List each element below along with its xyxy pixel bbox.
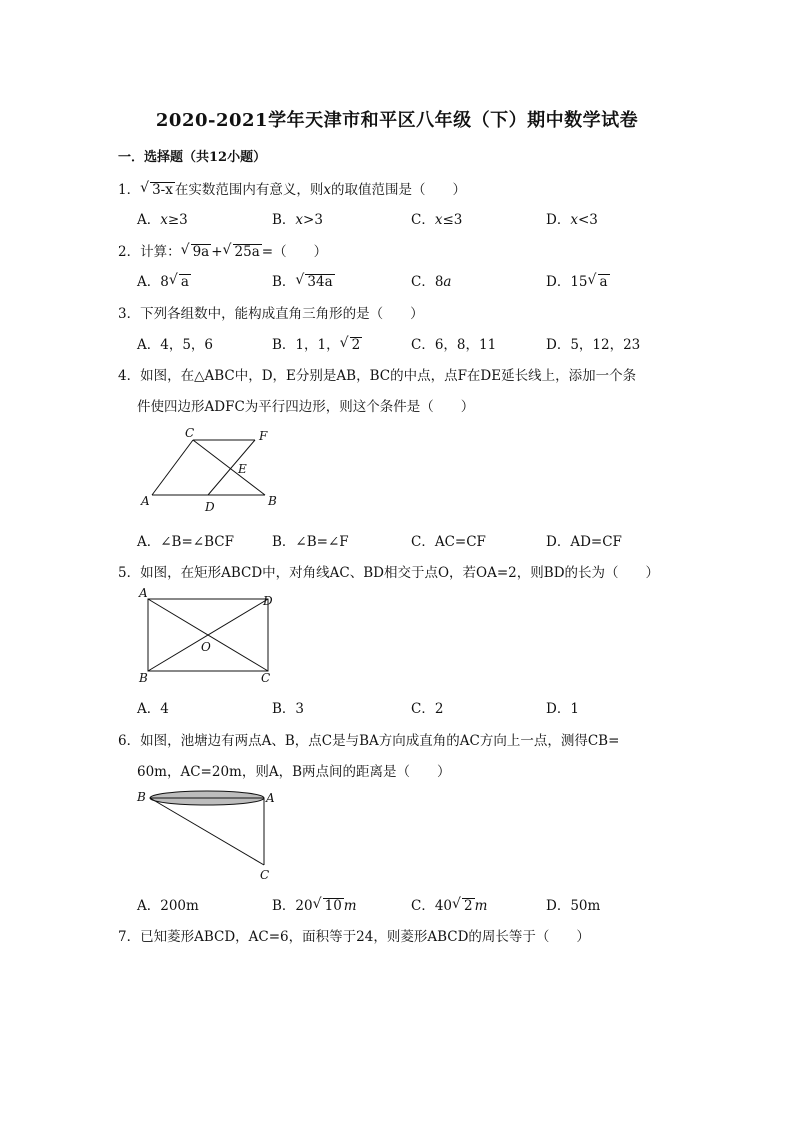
label-c: C [260,868,270,882]
label-e: E [238,462,247,476]
q4-option-c: C．AC=CF [411,534,486,550]
q1-option-a: A．x≥3 [137,212,188,228]
question-1: 1．√ 3-x 在实数范围内有意义，则x的取值范围是（ ） [118,178,466,198]
q2-option-d: D．15√ a [546,270,610,290]
q5-option-b: B．3 [272,701,305,717]
q6-option-b: B．20√ 10 m [272,894,357,914]
question-4-line-1: 4．如图，在△ABC中，D，E分别是AB，BC的中点，点F在DE延长线上，添加一个条 [118,368,637,384]
label-o: O [201,640,211,654]
label-b: B [139,671,148,685]
q2-option-a: A．8√ a [137,270,191,290]
q4-option-d: D．AD=CF [546,534,622,550]
question-5: 5．如图，在矩形ABCD中，对角线AC、BD相交于点O，若OA=2，则BD的长为（ ） [118,565,660,581]
q4-option-b: B．∠B=∠F [272,534,349,550]
q2-option-b: B．√ 34a [272,270,335,290]
label-b: B [137,790,146,804]
q1-option-d: D．x<3 [546,212,598,228]
label-d: D [205,500,215,514]
label-b: B [268,494,277,508]
q3-option-d: D．5，12，23 [546,337,641,353]
q4-triangle-figure [135,423,295,518]
label-c: C [185,426,195,440]
q1-option-b: B．x>3 [272,212,323,228]
q6-pond-figure [135,785,285,885]
label-a: A [141,494,150,508]
page-title: 2020-2021学年天津市和平区八年级（下）期中数学试卷 [155,110,639,131]
question-2: 2．计算：√ 9a +√ 25a =（ ） [118,240,327,260]
q5-option-d: D．1 [546,701,579,717]
question-3: 3．下列各组数中，能构成直角三角形的是（ ） [118,306,424,322]
q5-option-a: A．4 [137,701,169,717]
section-heading: 一．选择题（共12小题） [118,150,267,165]
q3-option-a: A．4，5，6 [137,337,214,353]
q3-option-b: B．1，1，√ 2 [272,333,362,353]
q1-option-c: C．x≤3 [411,212,463,228]
q5-rectangle-figure [135,585,285,687]
q1-number: 1． [118,182,141,198]
label-c: C [261,671,271,685]
segment-ca [152,440,193,495]
label-a: A [139,586,148,600]
q6-option-d: D．50m [546,898,601,914]
question-6-line-2: 60m，AC=20m，则A，B两点间的距离是（ ） [137,764,451,780]
segment-cb [193,440,265,495]
q4-option-a: A．∠B=∠BCF [137,534,234,550]
segment-bc [150,798,264,865]
segment-df [208,440,255,495]
q5-option-c: C．2 [411,701,444,717]
q6-option-c: C．40√ 2 m [411,894,487,914]
sqrt-expression: √ 3-x [141,182,175,198]
q3-option-c: C．6，8，11 [411,337,497,353]
label-f: F [259,429,268,443]
question-4-line-2: 件使四边形ADFC为平行四边形，则这个条件是（ ） [137,399,475,415]
label-d: D [263,594,273,608]
label-a: A [266,791,275,805]
question-7: 7．已知菱形ABCD，AC=6，面积等于24，则菱形ABCD的周长等于（ ） [118,929,590,945]
question-6-line-1: 6．如图，池塘边有两点A、B，点C是与BA方向成直角的AC方向上一点，测得CB= [118,733,620,749]
q2-option-c: C．8a [411,274,452,290]
q6-option-a: A．200m [137,898,199,914]
